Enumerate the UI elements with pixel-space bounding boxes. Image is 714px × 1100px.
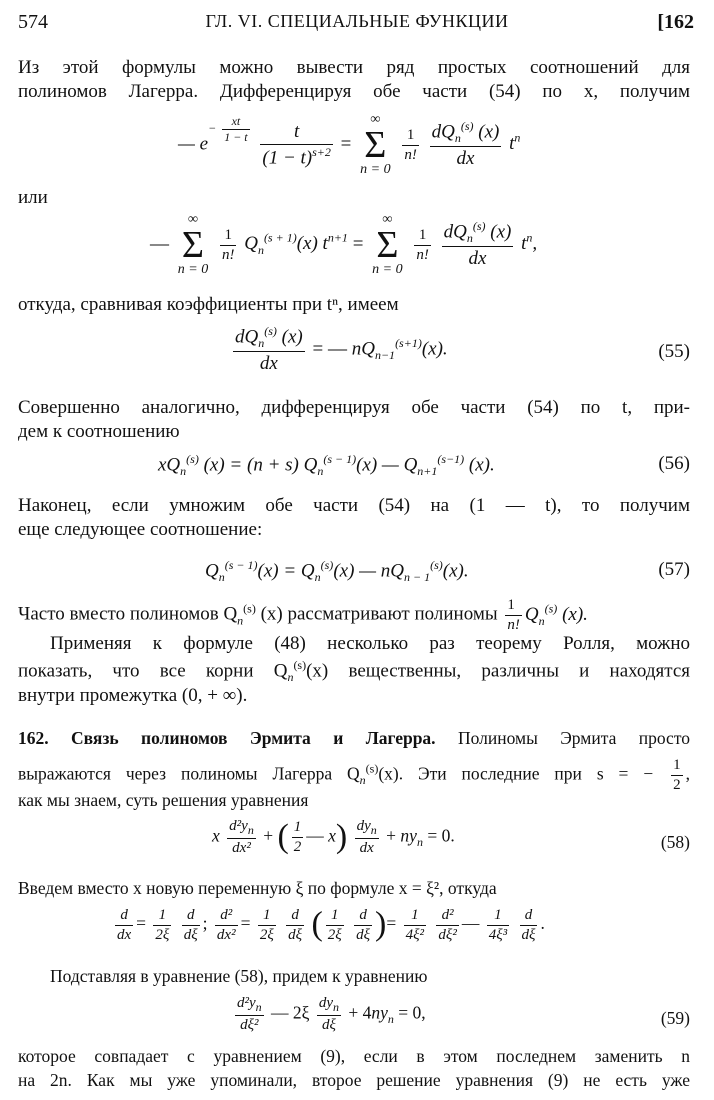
section-162-line2b: (x). Эти последние при s = − (378, 763, 654, 784)
paragraph-finally-line1: Наконец, если умножим обе части (54) на (1 — t), то получим (18, 495, 690, 516)
section-162-line7: на 2n. Как мы уже упоминали, второе решение уравнения (9) не есть уже (18, 1070, 690, 1090)
equation-number-55: (55) (658, 341, 690, 362)
section-162-line2a: выражаются через полиномы Лагерра Q (18, 763, 360, 784)
paragraph-intro-line2: полиномов Лагерра. Дифференцируя обе части (54) по x, получим (18, 81, 690, 102)
paragraph-similarly-line1: Совершенно аналогично, дифференцируя обе части (54) по t, при- (18, 397, 690, 418)
rolle-line2b: (x) вещественны, различны и находятся (306, 660, 690, 682)
paragraph-rolle-line3: внутри промежутка (0, + ∞). (18, 685, 248, 706)
section-number: [162 (657, 11, 694, 33)
section-162-line1-rest: Полиномы Эрмита просто (457, 728, 690, 748)
section-162-line6: которое совпадает с уравнением (9), если в этом последнем заменить n (18, 1046, 690, 1066)
section-162-line4: Введем вместо x новую переменную ξ по формуле x = ξ², откуда (18, 878, 497, 898)
equation-number-58: (58) (660, 832, 690, 852)
chapter-title: ГЛ. VI. СПЕЦИАЛЬНЫЕ ФУНКЦИИ (205, 11, 509, 31)
book-page: 574 ГЛ. VI. СПЕЦИАЛЬНЫЕ ФУНКЦИИ [162 Из этой формулы можно вывести ряд простых соотношений для полиномов Лагерра. Дифференцируя обе части (54) по x, получим — $e^{- \frac{xt}{1 - t}}$ $\frac{t}{(1 - t)^{s+2}}$ = ∞ Σ n = 0 $\frac{1}{n!}$ $\frac{dQ_n^{(s)} (x)}{dx}$ $t^n$ или — ∞ Σ n = 0 $\frac{1}{n!}$ $Q_n^{(s + 1)}(x) t^{n+1}$ = ∞ Σ n = 0 $\frac{1}{n!}$ $\frac{dQ_n^{(s)} (x)}{dx}$ $t^n$, откуда, сравнивая коэффициенты при tⁿ, имеем $\frac{dQ_n^{(s)} (x)}{dx}$ = — $nQ_{n-1}^{(s+1)}(x)$. (55) Совершенно аналогично, дифференцируя обе части (54) по t, при- дем к соотношению $xQ_n^{(s)}$ (x) = (n + s) $Q_n^{(s - 1)}(x)$ — $Q_{n+1}^{(s-1)}$ (x). (56) Наконец, если умножим обе части (54) на (1 — t), то получим еще следующее соотношение: $Q_n^{(s - 1)}(x) = Q_n^{(s)}(x)$ — $nQ_{n - 1}^{(s)}(x)$. (57) Часто вместо полиномов $Q_n^{(s)}$ (x) рассматривают полиномы $\frac{1}{n!}$ $Q_n^{(s)}$ (x). Применяя к формуле (48) несколько раз теорему Ролля, можно показать, что все корни $Q_n^{(s)}(x)$ вещественны, различны и находятся внутри промежутка (0, + ∞). 162. Связь полиномов Эрмита и Лагерра. Полиномы Эрмита просто выражаются через полиномы Лагерра $Q_n^{(s)}(x)$. Эти последние при s = − $\frac{1}{2}$ , как мы знаем, суть решения уравнения x $\frac{d^2y_n}{\text{dx²}}$ + ( $\frac{1}{2}$ — x) $\frac{dy_n}{dx}$ + $ny_n = 0$. (58) Введем вместо x новую переменную ξ по формуле x = ξ², откуда $\frac{d}{dx}$ = $\frac{1}{2\xi}$ $\frac{d}{d\xi}$ ; $\frac{\text{d²}}{\text{dx²}}$ = $\frac{1}{2\xi}$ $\frac{d}{d\xi}$ ( $\frac{1}{2\xi}$ $\frac{d}{d\xi}$ )= $\frac{1}{\text{4ξ²}}$ $\frac{\text{d²}}{\text{dξ²}}$ — $\frac{1}{\text{4ξ³}}$ $\frac{d}{d\xi}$ . Подставляя в уравнение (58), придем к уравнению $\frac{d^2y_n}{\text{dξ²}}$ — 2ξ $\frac{dy_n}{d\xi}$ + $4ny_n = 0$, (59) которое совпадает с уравнением (9), если в этом последнем заменить n на 2n. Как мы уже упоминали, второе решение уравнения (9) не есть уже (0, 0, 714, 1100)
often-prefix: Часто вместо полиномов Q (18, 603, 238, 625)
section-162-line3: как мы знаем, суть решения уравнения (18, 790, 309, 810)
section-162-title: 162. Связь полиномов Эрмита и Лагерра. (18, 728, 436, 748)
paragraph-finally-line2: еще следующее соотношение: (18, 519, 263, 540)
rolle-line2a: показать, что все корни Q (18, 660, 288, 682)
section-162-line1 (18, 728, 690, 750)
equation-sum-identity: — ∞ Σ n = 0 $\frac{1}{n!}$ $Q_n^{(s + 1)}(x) t^{n+1}$ = ∞ Σ n = 0 $\frac{1}{n!}$ $\frac{dQ_n^{(s)} (x)}{dx}$ $t^n$, (150, 212, 538, 277)
section-162-line5: Подставляя в уравнение (58), придем к уравнению (50, 966, 428, 986)
equation-number-56: (56) (658, 453, 690, 474)
equation-number-57: (57) (658, 559, 690, 580)
paragraph-rolle-line1: Применяя к формуле (48) несколько раз теорему Ролля, можно (50, 633, 690, 654)
equation-derivative-substitution: $\frac{d}{dx}$ = $\frac{1}{2\xi}$ $\frac{d}{d\xi}$ ; $\frac{\text{d²}}{\text{dx²}}$ = $\frac{1}{2\xi}$ $\frac{d}{d\xi}$ ( $\frac{1}{2\xi}$ $\frac{d}{d\xi}$ )= $\frac{1}{\text{4ξ²}}$ $\frac{\text{d²}}{\text{dξ²}}$ — $\frac{1}{\text{4ξ³}}$ $\frac{d}{d\xi}$ . (117, 906, 545, 943)
paragraph-intro-line1: Из этой формулы можно вывести ряд простых соотношений для (18, 57, 690, 78)
paragraph-often: Часто вместо полиномов $Q_n^{(s)}$ (x) рассматривают полиномы $\frac{1}{n!}$ $Q_n^{(s)}$ (x). (18, 597, 588, 633)
word-or: или (18, 187, 48, 208)
often-middle: (x) рассматривают полиномы (260, 603, 498, 625)
section-162-line2: выражаются через полиномы Лагерра $Q_n^{(s)}(x)$. Эти последние при s = − $\frac{1}{2}$ , (18, 757, 690, 793)
paragraph-rolle-line2: показать, что все корни $Q_n^{(s)}(x)$ вещественны, различны и находятся (18, 658, 690, 685)
paragraph-comparing: откуда, сравнивая коэффициенты при tⁿ, имеем (18, 294, 399, 315)
paragraph-similarly-line2: дем к соотношению (18, 421, 180, 442)
equation-derivative-generating: — $e^{- \frac{xt}{1 - t}}$ $\frac{t}{(1 - t)^{s+2}}$ = ∞ Σ n = 0 $\frac{1}{n!}$ $\frac{dQ_n^{(s)} (x)}{dx}$ $t^n$ (178, 112, 521, 177)
page-number: 574 (18, 11, 48, 33)
equation-number-59: (59) (660, 1008, 690, 1028)
